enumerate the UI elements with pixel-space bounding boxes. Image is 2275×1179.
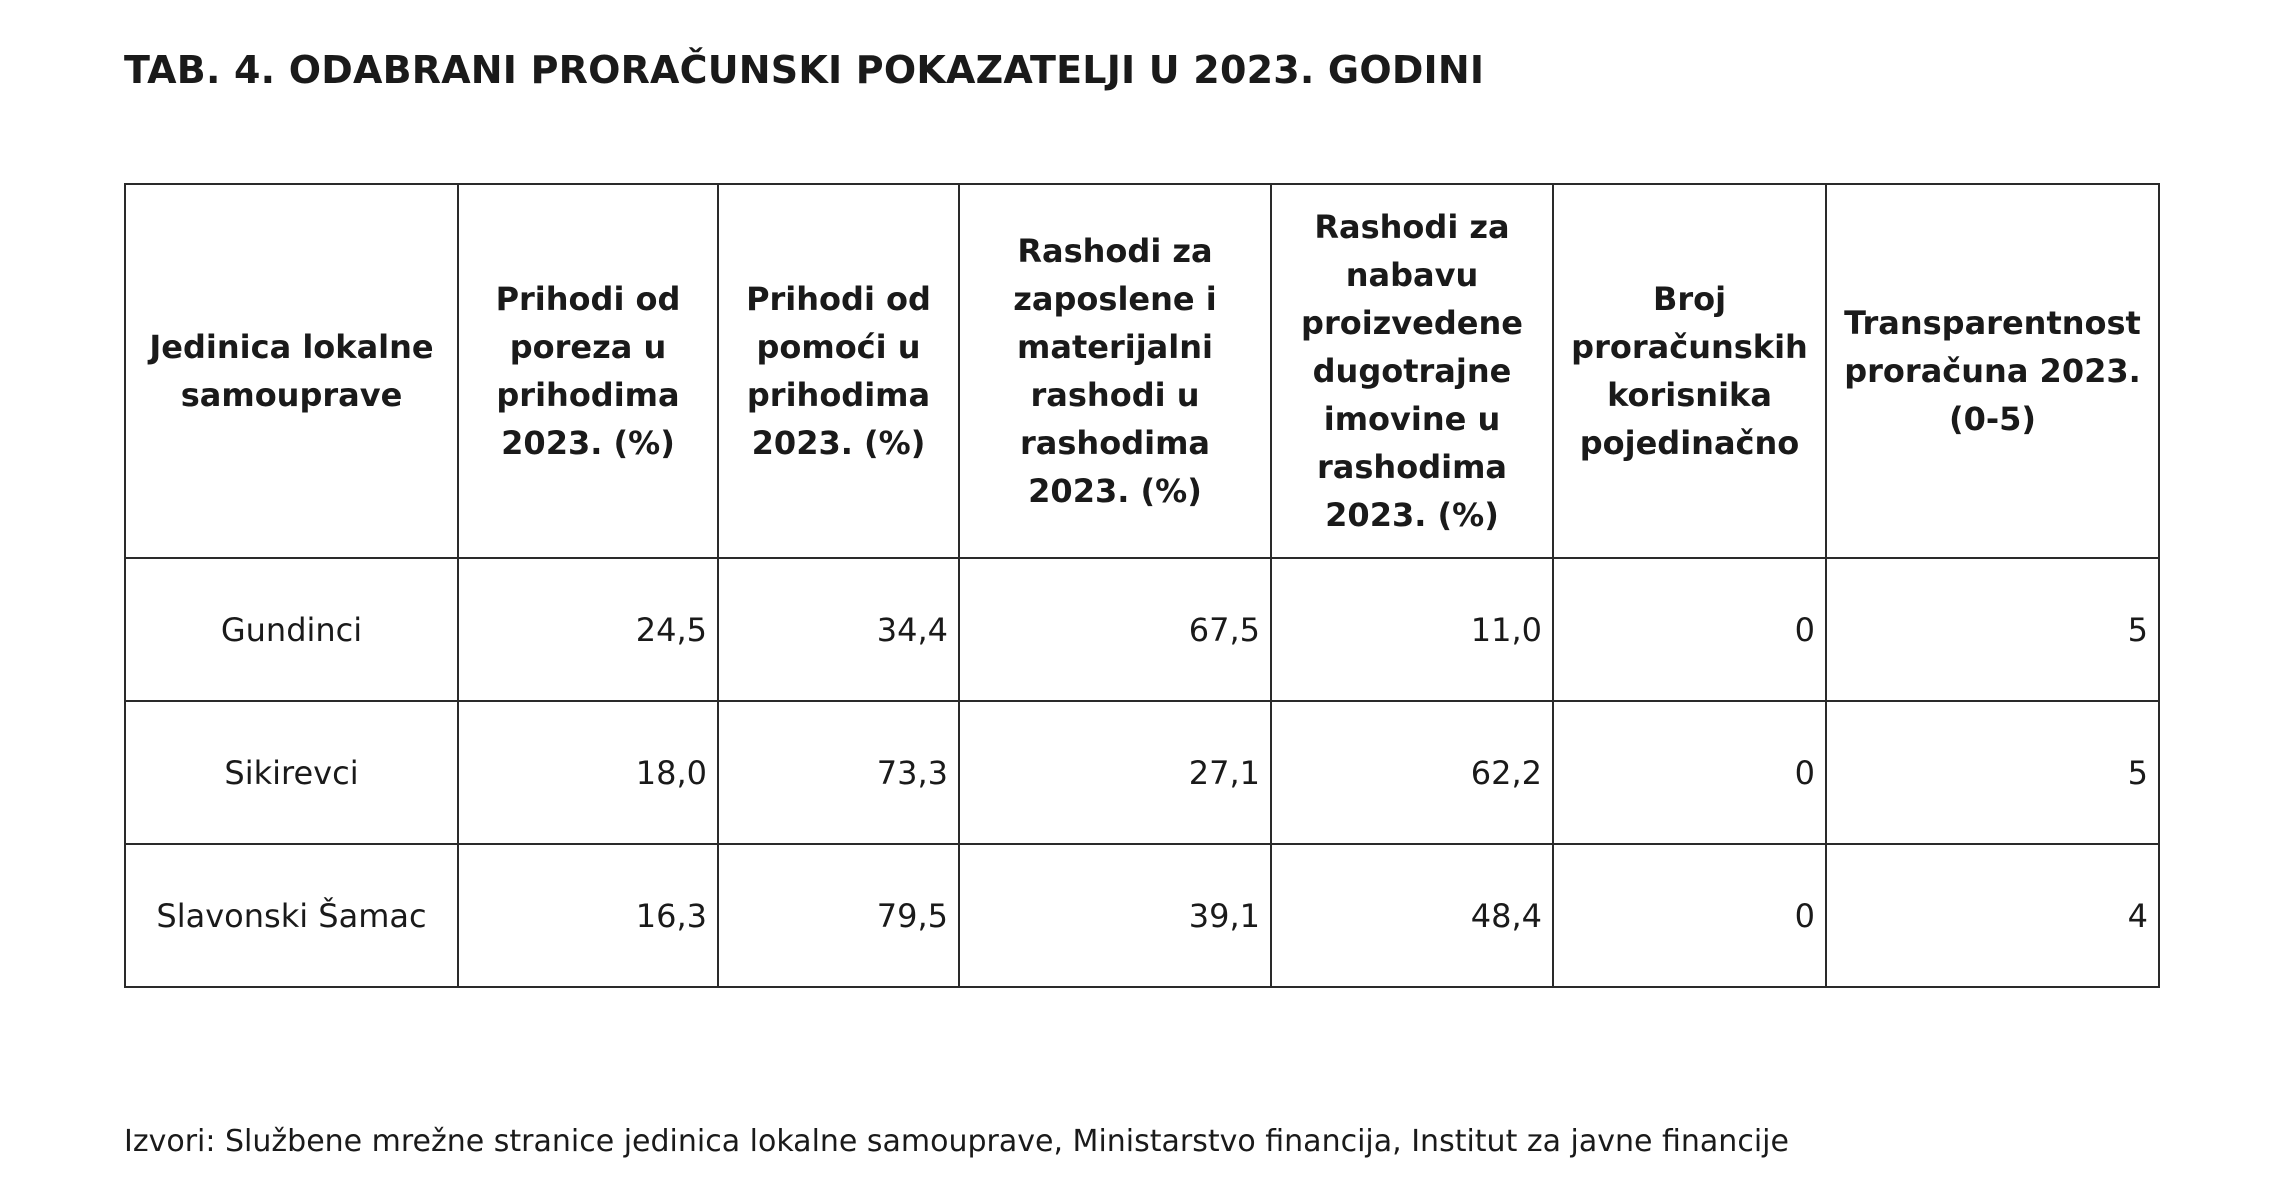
- table-header-row: [125, 184, 2159, 558]
- cell-budget-transparency: 4: [1826, 844, 2159, 987]
- cell-employee-material-expenses: 67,5: [959, 558, 1271, 701]
- header-budget-transparency: Transparentnost proračuna 2023. (0-5): [1826, 184, 2159, 558]
- header-tax-revenue: Prihodi od poreza u prihodima 2023. (%): [458, 184, 718, 558]
- cell-budget-users-count: 0: [1553, 558, 1826, 701]
- table-row: [125, 844, 2159, 987]
- cell-budget-transparency: 5: [1826, 558, 2159, 701]
- header-aid-revenue: Prihodi od pomoći u prihodima 2023. (%): [718, 184, 959, 558]
- cell-budget-users-count: 0: [1553, 701, 1826, 844]
- cell-fixed-asset-expenses: 48,4: [1271, 844, 1553, 987]
- cell-unit: Slavonski Šamac: [125, 844, 458, 987]
- header-unit: Jedinica lokalne samouprave: [125, 184, 458, 558]
- cell-budget-transparency: 5: [1826, 701, 2159, 844]
- source-note: Izvori: Službene mrežne stranice jedinica lokalne samouprave, Ministarstvo financija, Institut za javne financije: [124, 1124, 1789, 1159]
- cell-aid-revenue: 79,5: [718, 844, 959, 987]
- table-row: [125, 701, 2159, 844]
- cell-employee-material-expenses: 27,1: [959, 701, 1271, 844]
- cell-aid-revenue: 34,4: [718, 558, 959, 701]
- table-title: TAB. 4. ODABRANI PRORAČUNSKI POKAZATELJI U 2023. GODINI: [124, 48, 1485, 92]
- header-budget-users-count: Broj proračunskih korisnika pojedinačno: [1553, 184, 1826, 558]
- cell-tax-revenue: 24,5: [458, 558, 718, 701]
- cell-unit: Sikirevci: [125, 701, 458, 844]
- header-employee-material-expenses: Rashodi za zaposlene i materijalni rashodi u rashodima 2023. (%): [959, 184, 1271, 558]
- cell-unit: Gundinci: [125, 558, 458, 701]
- cell-budget-users-count: 0: [1553, 844, 1826, 987]
- cell-employee-material-expenses: 39,1: [959, 844, 1271, 987]
- cell-tax-revenue: 18,0: [458, 701, 718, 844]
- budget-indicators-table: [124, 183, 2160, 988]
- cell-fixed-asset-expenses: 11,0: [1271, 558, 1553, 701]
- table-row: [125, 558, 2159, 701]
- header-fixed-asset-expenses: Rashodi za nabavu proizvedene dugotrajne imovine u rashodima 2023. (%): [1271, 184, 1553, 558]
- cell-aid-revenue: 73,3: [718, 701, 959, 844]
- cell-fixed-asset-expenses: 62,2: [1271, 701, 1553, 844]
- cell-tax-revenue: 16,3: [458, 844, 718, 987]
